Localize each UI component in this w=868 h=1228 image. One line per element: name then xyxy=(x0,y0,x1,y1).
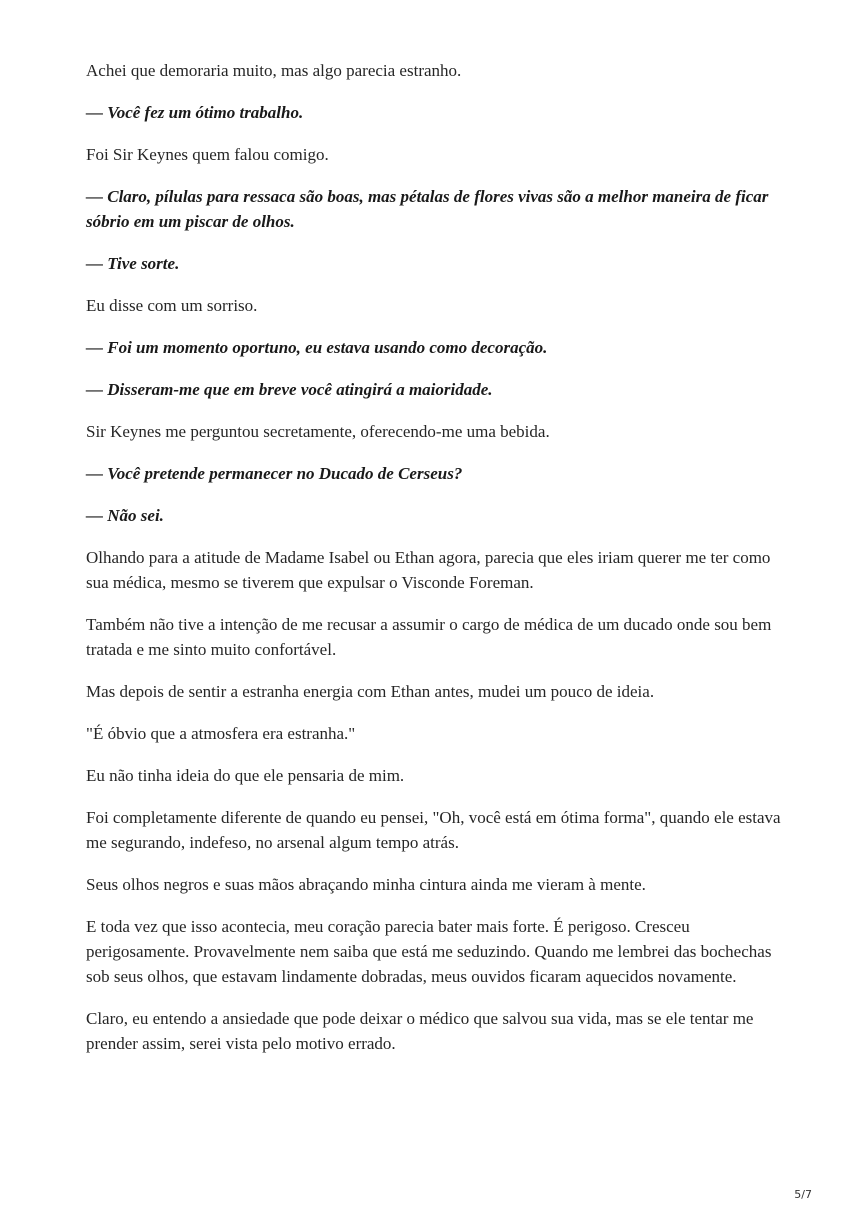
paragraph-narration: "É óbvio que a atmosfera era estranha." xyxy=(86,724,356,743)
paragraph-narration: Foi Sir Keynes quem falou comigo. xyxy=(86,145,329,164)
paragraph-narration: Eu disse com um sorriso. xyxy=(86,296,258,315)
paragraph-dialogue: — Não sei. xyxy=(86,506,164,525)
paragraph-dialogue: — Claro, pílulas para ressaca são boas, mas pétalas de flores vivas são a melhor maneira de ficar sóbrio em um piscar de olhos. xyxy=(86,187,769,231)
paragraph-narration: Eu não tinha ideia do que ele pensaria de mim. xyxy=(86,766,405,785)
paragraph-narration: Sir Keynes me perguntou secretamente, oferecendo-me uma bebida. xyxy=(86,422,550,441)
page-number: 5/7 xyxy=(794,1188,812,1201)
paragraph-narration: Também não tive a intenção de me recusar a assumir o cargo de médica de um ducado onde sou bem tratada e me sinto muito confortável. xyxy=(86,615,772,659)
paragraph-dialogue: — Você fez um ótimo trabalho. xyxy=(86,103,304,122)
paragraph-dialogue: — Tive sorte. xyxy=(86,254,180,273)
paragraph-dialogue: — Foi um momento oportuno, eu estava usando como decoração. xyxy=(86,338,548,357)
paragraph-narration: Olhando para a atitude de Madame Isabel ou Ethan agora, parecia que eles iriam querer me ter como sua médica, mesmo se tiverem que expulsar o Visconde Foreman. xyxy=(86,548,771,592)
paragraph-narration: Foi completamente diferente de quando eu pensei, "Oh, você está em ótima forma", quando ele estava me segurando, indefeso, no arsenal algum tempo atrás. xyxy=(86,808,781,852)
paragraph-narration: Seus olhos negros e suas mãos abraçando minha cintura ainda me vieram à mente. xyxy=(86,875,646,894)
paragraph-narration: Claro, eu entendo a ansiedade que pode deixar o médico que salvou sua vida, mas se ele tentar me prender assim, serei vista pelo motivo errado. xyxy=(86,1009,754,1053)
paragraph-dialogue: — Disseram-me que em breve você atingirá a maioridade. xyxy=(86,380,493,399)
paragraph-dialogue: — Você pretende permanecer no Ducado de Cerseus? xyxy=(86,464,463,483)
paragraph-narration: Achei que demoraria muito, mas algo parecia estranho. xyxy=(86,61,462,80)
paragraph-narration: E toda vez que isso acontecia, meu coração parecia bater mais forte. É perigoso. Cresceu perigosamente. Provavelmente nem saiba que está me seduzindo. Quando me lembrei das bochechas sob seus olhos, que estavam lindamente dobradas, meus ouvidos ficaram aquecidos novamente. xyxy=(86,917,772,986)
paragraph-narration: Mas depois de sentir a estranha energia com Ethan antes, mudei um pouco de ideia. xyxy=(86,682,655,701)
document-body xyxy=(86,58,786,1073)
